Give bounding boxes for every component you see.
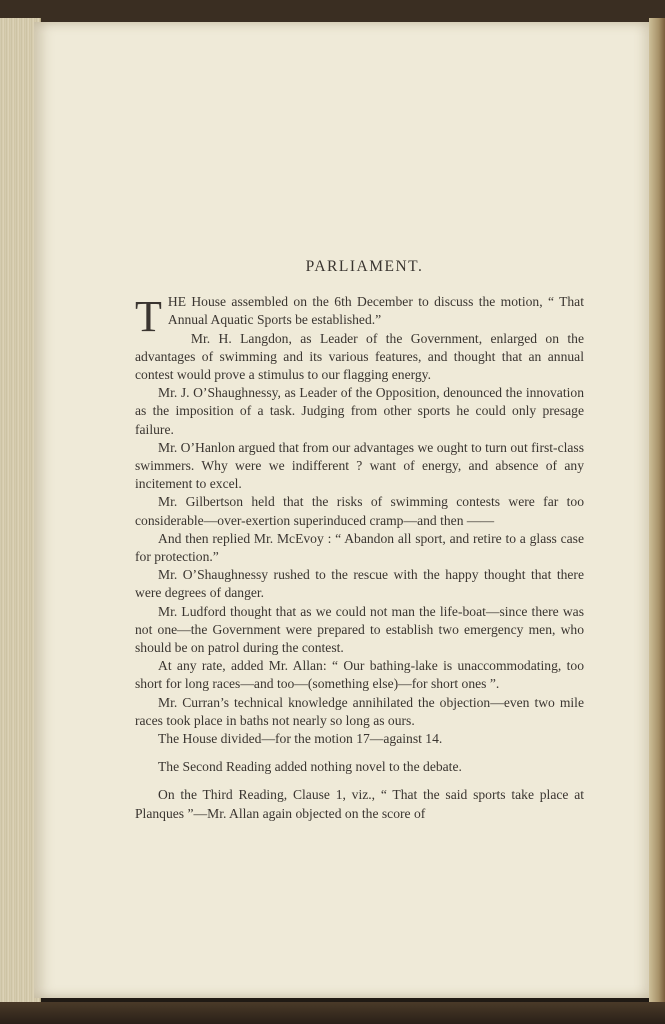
paragraph-5: Mr. Gilbertson held that the risks of swimming contests were far too considerable—over-exertion superinduced cramp—and then ——: [135, 494, 584, 528]
paragraph-7: Mr. O’Shaughnessy rushed to the rescue with the happy thought that there were degrees of danger.: [135, 567, 584, 601]
page-content: [135, 258, 584, 823]
right-binding-edge: [649, 18, 665, 1008]
bottom-cover-edge: [0, 1002, 665, 1024]
paragraph-9: At any rate, added Mr. Allan: “ Our bathing-lake is unaccommodating, too short for long races—and too—(something else)—for short ones ”.: [135, 658, 584, 692]
paragraph-4: Mr. O’Hanlon argued that from our advantages we ought to turn out first-class swimmers. Why were we indifferent ? want of energy, and absence of any incitement to excel.: [135, 439, 584, 492]
paragraph-8: Mr. Ludford thought that as we could not man the life-boat—since there was not one—the Government were prepared to establish two emergency men, who should be on patrol during the contest.: [135, 603, 584, 656]
paragraph-13: On the Third Reading, Clause 1, viz., “ That the said sports take place at Planques ”—Mr. Allan again objected on the score of: [135, 787, 584, 821]
drop-cap: T: [135, 292, 162, 342]
paragraph-2: Mr. H. Langdon, as Leader of the Government, enlarged on the advantages of swimming and its various features, and thought that an annual contest would prove a stimulus to our flagging energy.: [135, 330, 584, 383]
paragraph-12: The Second Reading added nothing novel to the debate.: [158, 759, 462, 775]
paragraph-3: Mr. J. O’Shaughnessy, as Leader of the Opposition, denounced the innovation as the imposition of a task. Judging from other sports he could only presage failure.: [135, 385, 584, 437]
paragraph-1: THE House assembled on the 6th December to discuss the motion, “ That Annual Aquatic Sports be established.”: [135, 292, 584, 342]
paragraph-11: The House divided—for the motion 17—against 14.: [158, 731, 443, 747]
paragraph-6: And then replied Mr. McEvoy : “ Abandon all sport, and retire to a glass case for protection.”: [135, 530, 584, 565]
page-title: PARLIAMENT.: [305, 258, 424, 275]
paragraph-10: Mr. Curran’s technical knowledge annihilated the objection—even two mile races took place in baths not nearly so long as ours.: [135, 694, 584, 728]
